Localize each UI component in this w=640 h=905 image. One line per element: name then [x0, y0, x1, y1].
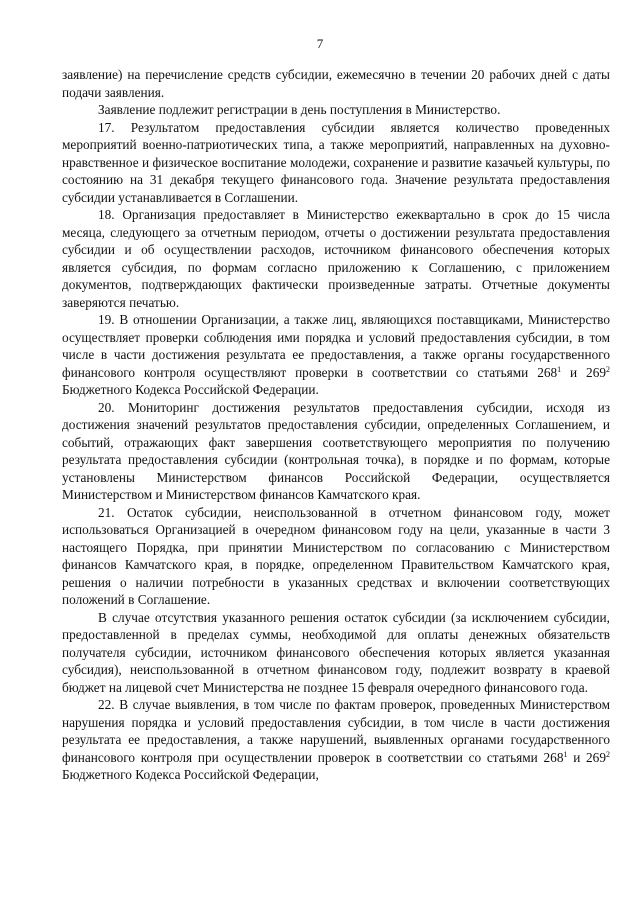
superscript: 1: [557, 364, 562, 374]
page-number: 7: [316, 36, 324, 51]
paragraph-registration: Заявление подлежит регистрации в день поступления в Министерство.: [98, 102, 501, 117]
paragraph-21: 21. Остаток субсидии, неиспользованной в отчетном финансовом году, может использоваться Организацией в очередном финансовом году на цели, указанные в части 3 настоящего Порядка, при принятии Министерством по согласованию с Министерством финансов Камчатского края, в порядке, определенном Правительством Камчатского края, решения о наличии потребности в указанных средствах и включении соответствующих положений в Соглашение.: [62, 504, 610, 607]
paragraph-continuation: заявление) на перечисление средств субсидии, ежемесячно в течении 20 рабочих дней с даты подачи заявления.: [62, 67, 610, 100]
paragraph-17: 17. Результатом предоставления субсидии является количество проведенных мероприятий военно-патриотических типа, а также мероприятий, направленных на духовно-нравственное и физическое воспитание молодежи, сохранение и развитие казачьей культуры, по состоянию на 31 декабря текущего финансового года. Значение результата предоставления субсидии устанавливается в Соглашении.: [62, 119, 610, 205]
document-body: [62, 66, 610, 784]
superscript: 2: [605, 749, 610, 759]
paragraph-18: 18. Организация предоставляет в Министерство ежеквартально в срок до 15 числа месяца, следующего за отчетным периодом, отчеты о достижении результата предоставления субсидии и об осуществлении расходов, источником финансового обеспечения которых является субсидия, по формам согласно приложению к Соглашению, с приложением документов, подтверждающих фактически произведенные затраты. Отчетные документы заверяются печатью.: [62, 207, 610, 310]
superscript: 2: [606, 364, 610, 374]
superscript: 1: [563, 749, 568, 759]
paragraph-21-remainder: В случае отсутствия указанного решения остаток субсидии (за исключением субсидии, предоставленной в пределах суммы, необходимой для оплаты денежных обязательств получателя субсидии, источником финансового обеспечения которых является указанная субсидия), неиспользованной в отчетном финансовом году, подлежит возврату в краевой бюджет на лицевой счет Министерства не позднее 15 февраля очередного финансового года.: [62, 609, 610, 695]
paragraph-19: 19. В отношении Организации, а также лиц, являющихся поставщиками, Министерство осуществляет проверки соблюдения ими порядка и условий предоставления субсидии, в том числе в части достижения результата ее предоставления, а также органы государственного финансового контроля осуществляют проверки в соответствии со статьями $268^1$ и $269^2$ Бюджетного Кодекса Российской Федерации.: [62, 312, 610, 397]
paragraph-20: 20. Мониторинг достижения результатов предоставления субсидии, исходя из достижения значений результатов предоставления субсидии, определенных Соглашением, и событий, отражающих факт завершения соответствующего мероприятия по получению результата предоставления субсидии (контрольная точка), в порядке и по формам, которые установлены Министерством финансов Российской Федерации, осуществляется Министерством и Министерством финансов Камчатского края.: [62, 399, 610, 502]
paragraph-22: 22. В случае выявления, в том числе по фактам проверок, проведенных Министерством нарушения порядка и условий предоставления субсидии, в том числе в части достижения результата ее предоставления, а также нарушений, выявленных органами государственного финансового контроля при осуществлении проверок в соответствии со статьями $268^1$ и $269^2$ Бюджетного Кодекса Российской Федерации,: [62, 697, 610, 782]
